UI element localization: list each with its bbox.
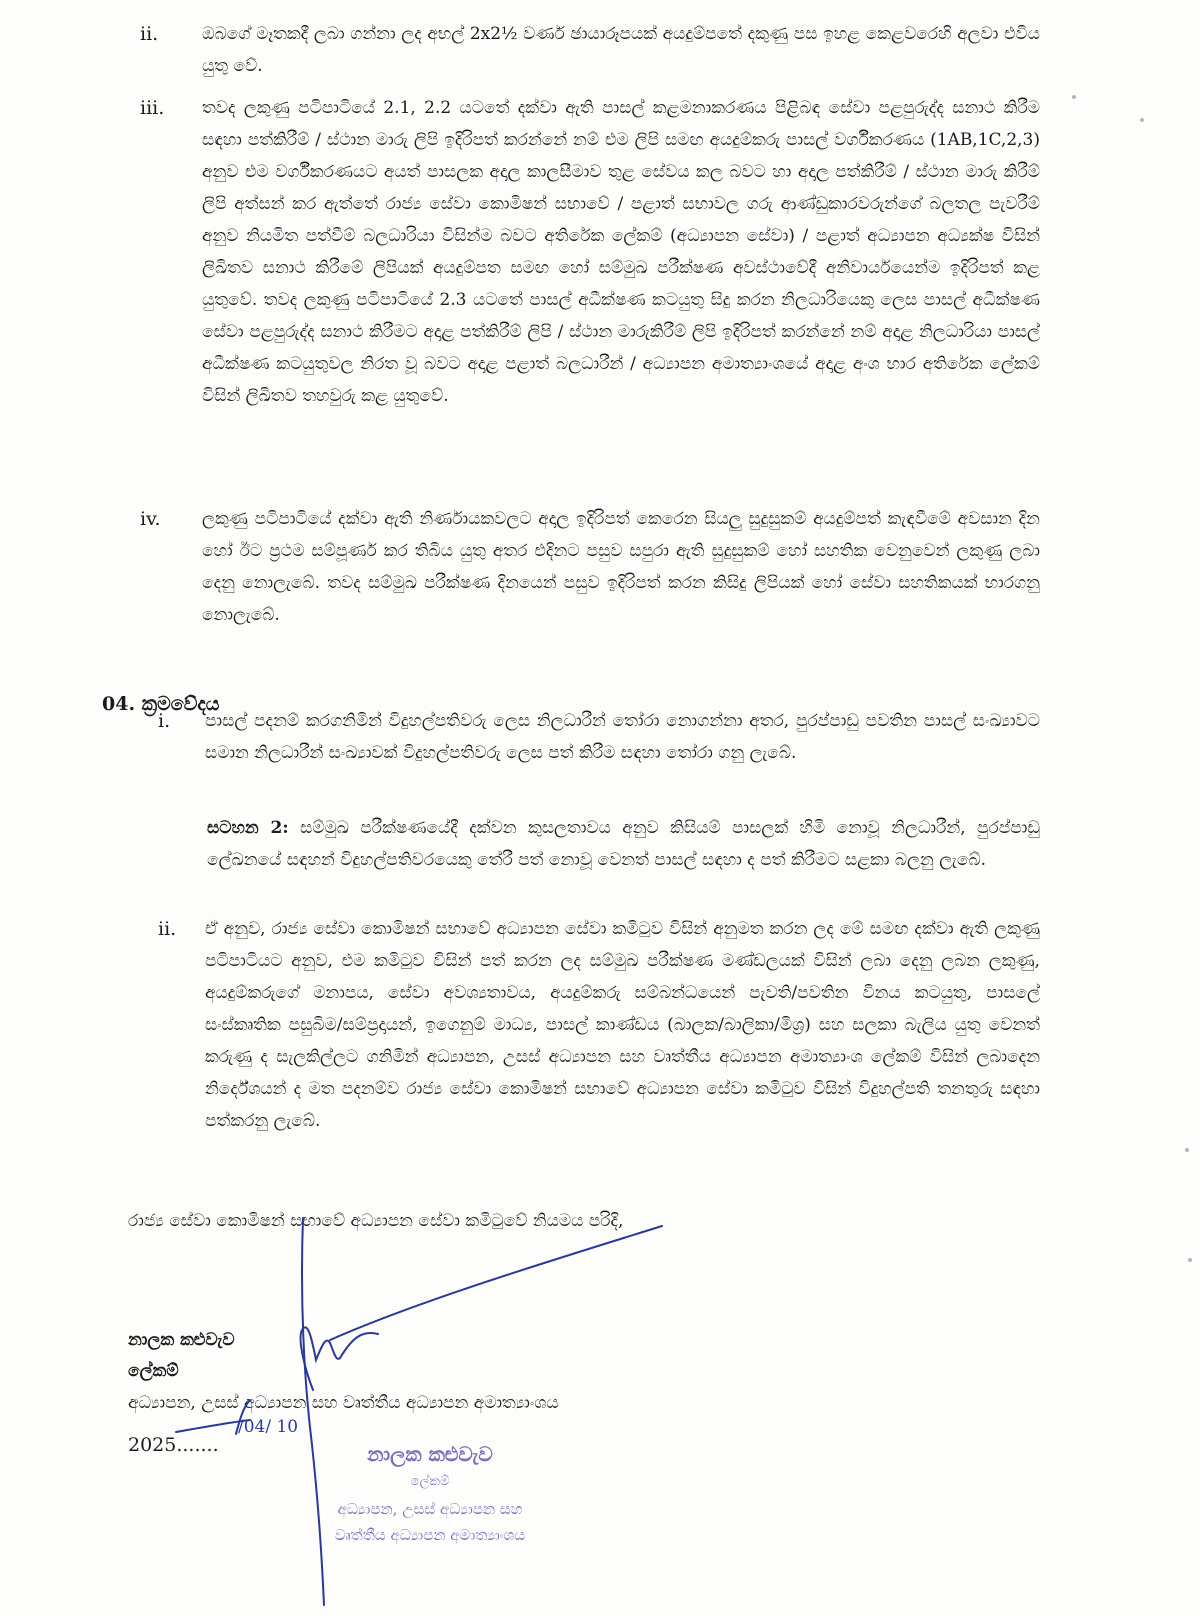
stamp-name: නාලක කළුවැව — [367, 1442, 493, 1466]
stamp-title: ලේකම් — [410, 1474, 450, 1489]
item-number: iv. — [140, 508, 161, 530]
item-number: ii. — [140, 23, 159, 45]
closing-line: රාජ්‍ය සේවා කොමිෂන් සභාවේ අධ්‍යාපන සේවා කමිටුවේ නියමය පරිදි, — [128, 1211, 624, 1231]
scan-speck — [1188, 1258, 1192, 1262]
item-number: ii. — [158, 918, 177, 940]
date-printed: 2025....... — [128, 1434, 219, 1456]
date-handwritten: /04/ 10 — [238, 1417, 299, 1437]
item-text: ඔබගේ මෑතකදී ලබා ගන්නා ලද අභල් 2x2½ වර්ණ ඡායාරූපයක් අයදුම්පතේ දකුණු පස ඉහළ කෙළවරෙහි අලවා එවිය යුතු වේ. — [202, 24, 1040, 76]
item-number: i. — [158, 710, 171, 732]
stamp-ministry-line2: වෘත්තීය අධ්‍යාපන අමාත්‍යාංශය — [334, 1526, 526, 1544]
item-text: ලකුණු පටිපාටියේ දක්වා ඇති නිර්ණායකවලට අදාල ඉදිරිපත් කෙරෙන සියලු සුදුසුකම් අයදුම්පත් කැඳවීමේ අවසාන දින හෝ ඊට ප්‍රථම සම්පූර්ණ කර තිබිය යුතු අතර එදිනට පසුව සපුරා ඇති සුදුසුකම් හෝ සහතික වෙනුවෙන් ලකුණු ලබා දෙනු නොලැබේ. තවද සම්මුඛ පරීක්ෂණ දිනයෙන් පසුව ඉදිරිපත් කරන කිසිදු ලිපියක් හෝ සේවා සහතිකයක් භාරගනු නොලැබේ. — [202, 509, 1040, 625]
scan-speck — [1185, 1148, 1189, 1152]
item-text: තවද ලකුණු පටිපාටියේ 2.1, 2.2 යටතේ දක්වා ඇති පාසල් කළමනාකරණය පිළිබඳ සේවා පළපුරුද්ද සනාථ කිරීම සඳහා පත්කිරීම් / ස්ථාන මාරු ලිපි ඉදිරිපත් කරන්නේ නම් එම ලිපි සමඟ අයදුම්කරු පාසල් වර්ගීකරණය (1AB,1C,2,3) අනුව එම වර්ගීකරණයට අයත් පාසලක අදාල කාලසීමාව තුළ සේවය කල බවට හා අදාල පත්කිරීම් / ස්ථාන මාරු කිරීම් ලිපි අත්සන් කර ඇත්තේ රාජ්‍ය සේවා කොමිෂන් සභාවේ / පළාත් සභාවල ගරු ආණ්ඩුකාරවරුන්ගේ බලතල පැවරීම් අනුව නියමිත පත්වීම් බලධාරියා විසින්ම බවට අතිරේක ලේකම් (අධ්‍යාපන සේවා) / පළාත් අධ්‍යාපන අධ්‍යක්ෂ විසින් ලිඛිතව සනාථ කිරීමේ ලිපියක් අයදුම්පත සමඟ හෝ සම්මුඛ පරීක්ෂණ අවස්ථාවේදී අනිවාර්යයෙන්ම ඉදිරිපත් කළ යුතුවේ. තවද ලකුණු පටිපාටියේ 2.3 යටතේ පාසල් අධීක්ෂණ කටයුතු සිදු කරන නිලධාරියෙකු ලෙස පාසල් අධීක්ෂණ සේවා පළපුරුද්ද සනාථ කිරීමට අදාළ පත්කිරීම් ලිපි / ස්ථාන මාරුකිරීම් ලිපි ඉදිරිපත් කරන්නේ නම් අදාළ නිලධාරියා පාසල් අධීක්ෂණ කටයුතුවල නිරත වූ බවට අදාළ පළාත් බලධාරීන් / අධ්‍යාපන අමාත්‍යාංශයේ අදාළ අංශ භාර අතිරේක ලේකම් විසින් ලිඛිතව තහවුරු කළ යුතුවේ. — [202, 98, 1040, 406]
section-heading: 04. ක්‍රමවේදය — [102, 693, 220, 715]
note-text: සම්මුඛ පරීක්ෂණයේදී දක්වන කුසලතාවය අනුව කිසියම් පාසලක් හිමි නොවූ නිලධාරීන්, පුරප්පාඩු ලේඛනයේ සඳහන් විදුහල්පතිවරයෙකු තේරී පත් නොවූ වෙනත් පාසල් සඳහා ද පත් කිරීමට සළකා බලනු ලැබේ. — [207, 818, 1040, 870]
official-stamp — [290, 1440, 570, 1610]
signatory-name: නාලක කළුවැව — [128, 1330, 235, 1350]
item-number: iii. — [140, 97, 165, 119]
scan-speck — [1140, 118, 1144, 122]
signatory-title: ලේකම් — [128, 1361, 179, 1381]
note-label: සටහන 2: — [207, 818, 289, 838]
scan-speck — [1072, 95, 1076, 99]
stamp-ministry-line1: අධ්‍යාපන, උසස් අධ්‍යාපන සහ — [337, 1500, 523, 1518]
signatory-ministry: අධ්‍යාපන, උසස් අධ්‍යාපන සහ වෘත්තීය අධ්‍යාපන අමාත්‍යාංශය — [128, 1393, 559, 1413]
item-text: ඒ අනුව, රාජ්‍ය සේවා කොමිෂන් සභාවේ අධ්‍යාපන සේවා කමිටුව විසින් අනුමත කරන ලද මේ සමඟ දක්වා ඇති ලකුණු පටිපාටියට අනුව, එම කමිටුව විසින් පත් කරන ලද සම්මුඛ පරීක්ෂණ මණ්ඩලයක් විසින් ලබා දෙනු ලබන ලකුණු, අයදුම්කරුගේ මනාපය, සේවා අවශ්‍යතාවය, අයදුම්කරු සම්බන්ධයෙන් පැවති/පවතින විනය කටයුතු, පාසලේ සංස්කෘතික පසුබිම/සම්ප්‍රදායන්, ඉගෙනුම් මාධ්‍ය, පාසල් කාණ්ඩය (බාලක/බාලිකා/මිශ්‍ර) සහ සලකා බැලිය යුතු වෙනත් කරුණු ද සැලකිල්ලට ගනිමින් අධ්‍යාපන, උසස් අධ්‍යාපන සහ වෘත්තීය අධ්‍යාපන අමාත්‍යාංශ ලේකම් විසින් ලබාදෙන නිර්දේශයන් ද මත පදනම්ව රාජ්‍ය සේවා කොමිෂන් සභාවේ අධ්‍යාපන සේවා කමිටුව විසින් විදුහල්පති තනතුරු සඳහා පත්කරනු ලැබේ. — [205, 919, 1040, 1131]
item-text: පාසල් පදනම් කරගනිමින් විදුහල්පතිවරු ලෙස නිලධාරීන් තෝරා නොගන්නා අතර, පුරප්පාඩු පවතින පාසල් සංඛ්‍යාවට සමාන නිලධාරීන් සංඛ්‍යාවක් විදුහල්පතිවරු ලෙස පත් කිරීම සඳහා තෝරා ගනු ලැබේ. — [205, 711, 1040, 763]
